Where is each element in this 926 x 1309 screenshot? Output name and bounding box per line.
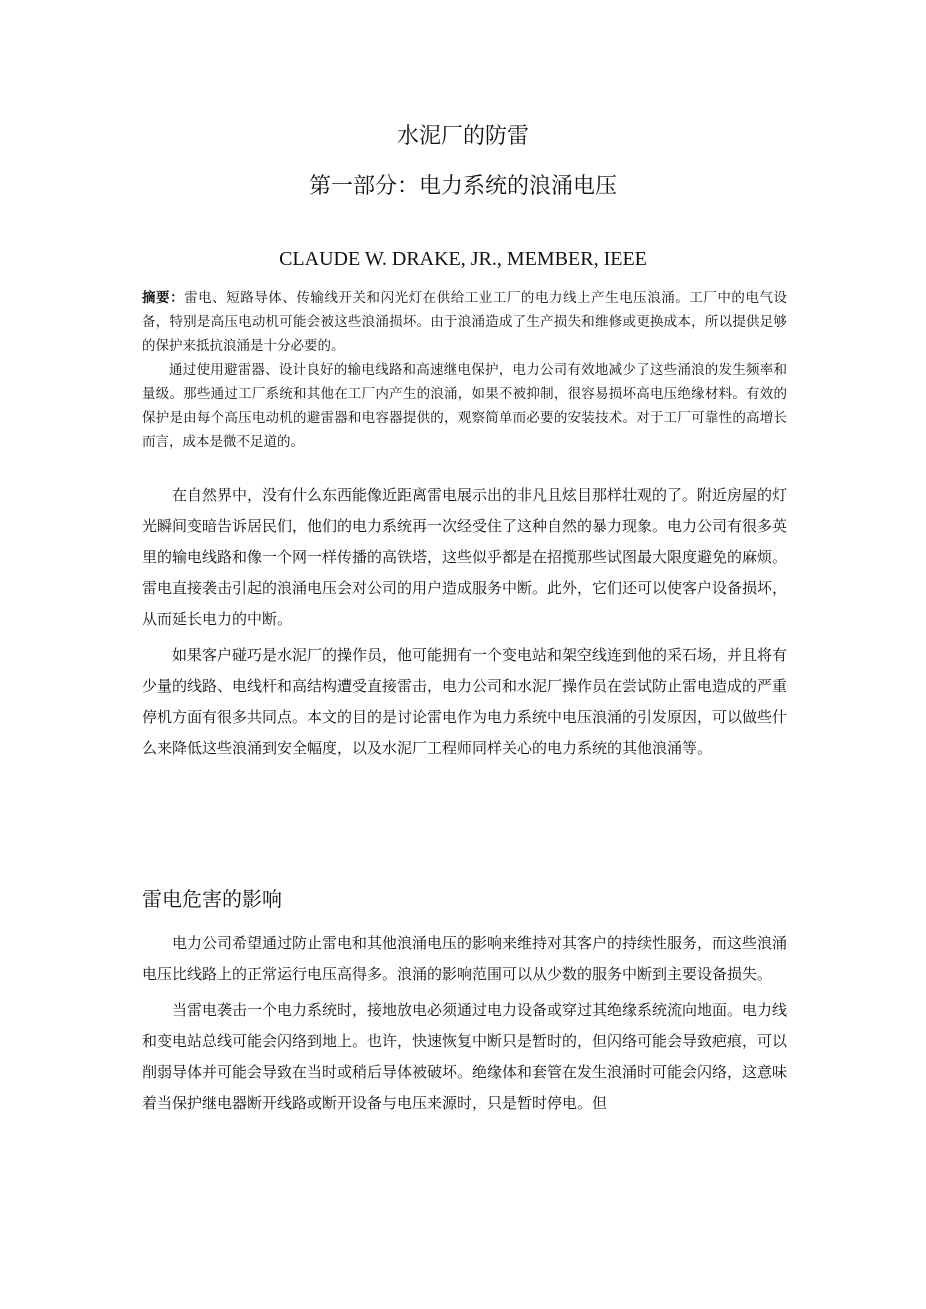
page-subtitle: 第一部分：电力系统的浪涌电压 xyxy=(308,174,617,199)
body-paragraph: 如果客户碰巧是水泥厂的操作员，他可能拥有一个变电站和架空线连到他的采石场，并且将有少量的线路、电线杆和高结构遭受直接雷击，电力公司和水泥厂操作员在尝试防止雷电造成的严重停机方面有很多共同点。本文的目的是讨论雷电作为电力系统中电压浪涌的引发原因，可以做些什么来降低这些浪涌到安全幅度，以及水泥厂工程师同样关心的电力系统的其他浪涌等。 xyxy=(142,646,788,757)
body-paragraph: 在自然界中，没有什么东西能像近距离雷电展示出的非凡且炫目那样壮观的了。附近房屋的灯光瞬间变暗告诉居民们，他们的电力系统再一次经受住了这种自然的暴力现象。电力公司有很多英里的输电线路和像一个网一样传播的高铁塔，这些似乎都是在招揽那些试图最大限度避免的麻烦。雷电直接袭击引起的浪涌电压会对公司的用户造成服务中断。此外，它们还可以使客户设备损坏，从而延长电力的中断。 xyxy=(142,486,788,628)
body-paragraph: 电力公司希望通过防止雷电和其他浪涌电压的影响来维持对其客户的持续性服务，而这些浪涌电压比线路上的正常运行电压高得多。浪涌的影响范围可以从少数的服务中断到主要设备损失。 xyxy=(142,934,788,983)
section-body xyxy=(142,928,787,1124)
abstract-paragraph xyxy=(142,286,787,358)
author-line: CLAUDE W. DRAKE, JR., MEMBER, IEEE xyxy=(279,248,647,270)
section-heading: 雷电危害的影响 xyxy=(142,887,282,911)
abstract-label: 摘要： xyxy=(142,290,185,306)
abstract-paragraph: 通过使用避雷器、设计良好的输电线路和高速继电保护，电力公司有效地减少了这些涌浪的发生频率和量级。那些通过工厂系统和其他在工厂内产生的浪涌，如果不被抑制，很容易损坏高电压绝缘材料。有效的保护是由每个高压电动机的避雷器和电容器提供的，观察简单而必要的安装技术。对于工厂可靠性的高增长而言，成本是微不足道的。 xyxy=(142,362,787,450)
abstract xyxy=(142,286,787,454)
abstract-text: 雷电、短路导体、传输线开关和闪光灯在供给工业工厂的电力线上产生电压浪涌。工厂中的电气设备，特别是高压电动机可能会被这些浪涌损坏。由于浪涌造成了生产损失和维修或更换成本，所以提供足够的保护来抵抗浪涌是十分必要的。 xyxy=(142,290,788,354)
body-paragraph: 当雷电袭击一个电力系统时，接地放电必须通过电力设备或穿过其绝缘系统流向地面。电力线和变电站总线可能会闪络到地上。也许，快速恢复中断只是暂时的，但闪络可能会导致疤痕，可以削弱导体并可能会导致在当时或稍后导体被破坏。绝缘体和套管在发生浪涌时可能会闪络，这意味着当保护继电器断开线路或断开设备与电压来源时，只是暂时停电。但 xyxy=(142,1001,788,1112)
page-title: 水泥厂的防雷 xyxy=(396,124,529,149)
intro-section xyxy=(142,480,787,769)
